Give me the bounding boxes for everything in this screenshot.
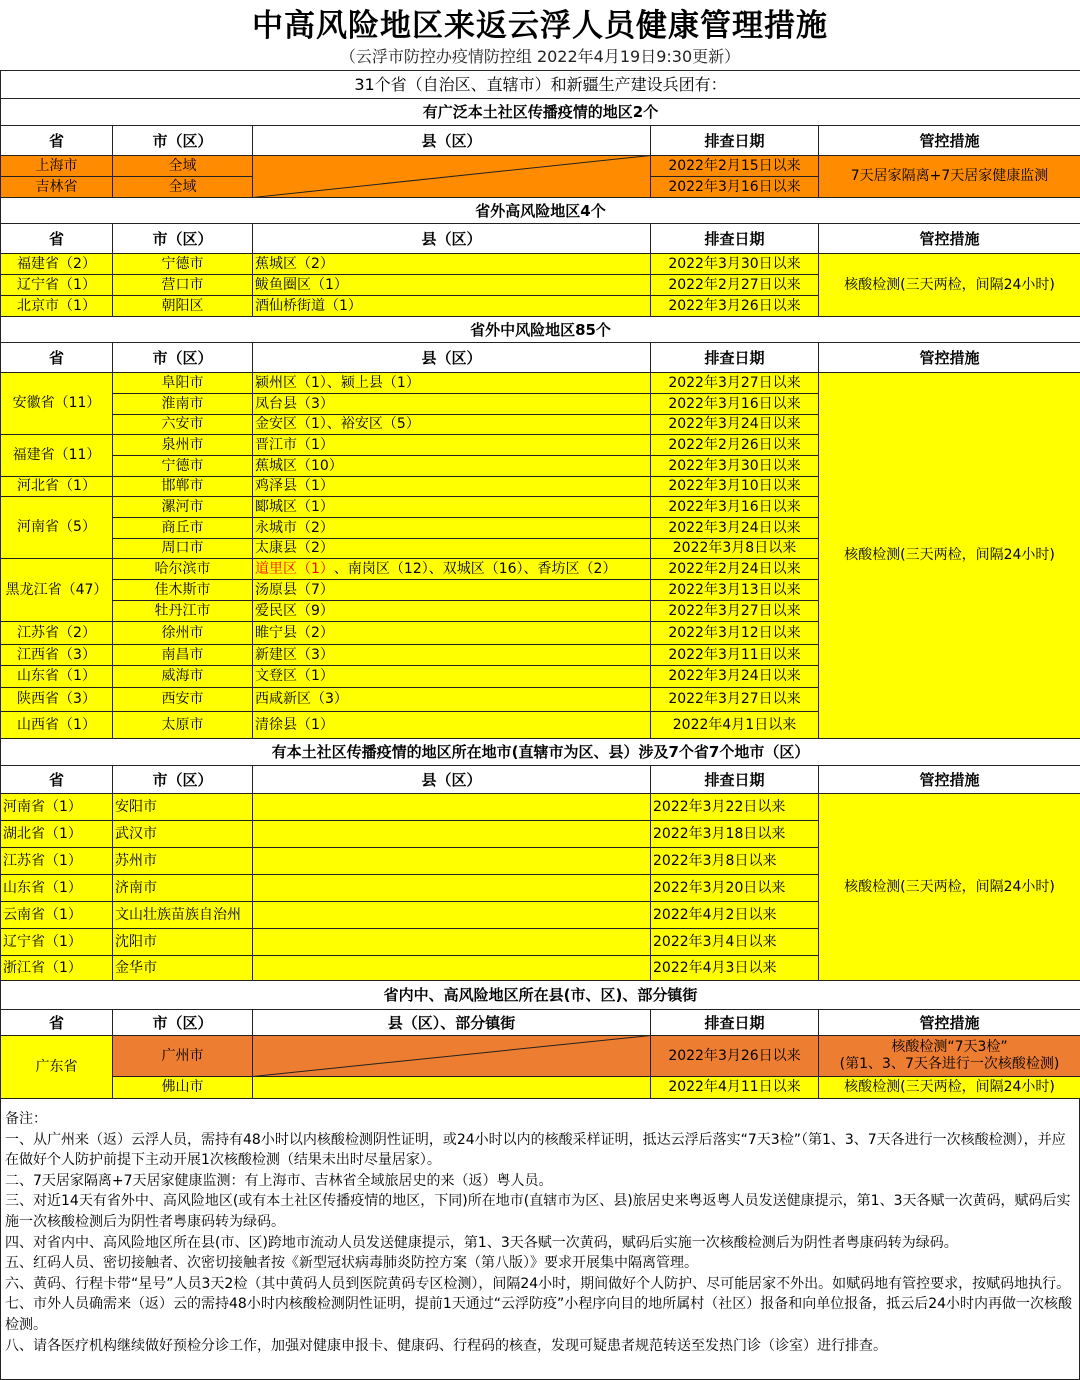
province-cell: 北京市（1） (0, 295, 113, 317)
col-header-measure: 管控措施 (818, 765, 1080, 794)
county-cell (252, 644, 651, 666)
date-cell: 2022年3月27日以来 (650, 372, 819, 394)
county-cell (252, 600, 651, 622)
col-header-measure: 管控措施 (818, 1009, 1080, 1036)
date-cell: 2022年3月24日以来 (650, 517, 819, 539)
section-title: 省内中、高风险地区所在县(市、区)、部分镇街 (0, 980, 1080, 1010)
county-text: 永城市（2） (255, 519, 334, 536)
city-cell: 全域 (112, 155, 253, 177)
date-cell: 2022年3月16日以来 (650, 496, 819, 518)
city-cell: 威海市 (112, 665, 253, 688)
county-cell-empty (252, 820, 651, 848)
city-cell: 商丘市 (112, 517, 253, 539)
date-cell: 2022年2月15日以来 (650, 155, 819, 177)
col-header-date: 排查日期 (650, 125, 819, 156)
col-header-date: 排查日期 (650, 223, 819, 254)
province-cell: 广东省 (0, 1035, 113, 1099)
province-cell: 黑龙江省（47） (0, 558, 113, 622)
page-subtitle: （云浮市防控办疫情防控组 2022年4月19日9:30更新） (339, 47, 741, 66)
city-cell: 佛山市 (112, 1076, 253, 1099)
province-cell: 浙江省（1） (0, 955, 113, 981)
note-line: 四、对省内中、高风险地区所在县(市、区)跨地市流动人员发送健康提示，第1、3天各赋一次黄码，赋码后实施一次核酸检测后为阴性者粤康码转为绿码。 (5, 1234, 958, 1251)
province-cell: 山东省（1） (0, 874, 113, 902)
note-line: 五、红码人员、密切接触者、次密切接触者按《新型冠状病毒肺炎防控方案（第八版）》要求开展集中隔离管理。 (5, 1255, 698, 1272)
date-cell: 2022年4月2日以来 (650, 901, 819, 929)
date-cell: 2022年3月30日以来 (650, 455, 819, 477)
county-text: 鸡泽县（1） (255, 478, 334, 495)
col-header-city: 市（区） (112, 1009, 253, 1036)
province-cell: 安徽省（11） (0, 372, 113, 435)
date-cell: 2022年3月8日以来 (650, 538, 819, 559)
city-cell: 六安市 (112, 414, 253, 435)
col-header-county: 县（区） (252, 125, 651, 156)
col-header-province: 省 (0, 125, 113, 156)
date-cell: 2022年3月16日以来 (650, 176, 819, 198)
county-diagonal-empty (252, 1035, 651, 1077)
measure-cell: 7天居家隔离+7天居家健康监测 (818, 155, 1080, 198)
county-cell (252, 476, 651, 497)
col-header-measure: 管控措施 (818, 223, 1080, 254)
col-header-province: 省 (0, 223, 113, 254)
date-cell: 2022年3月13日以来 (650, 579, 819, 601)
city-cell: 广州市 (112, 1035, 253, 1077)
county-cell (252, 558, 651, 580)
note-line: 三、对近14天有省外中、高风险地区(或有本土社区传播疫情的地区，下同)所在地市(直辖市为区、县)旅居史来粤返粤人员发送健康提示，第1、3天各赋一次黄码，赋码后实施一次核酸检测后为阴性者粤康码转为绿码。 (5, 1193, 1071, 1230)
date-cell: 2022年3月24日以来 (650, 665, 819, 688)
county-cell (252, 517, 651, 539)
date-cell: 2022年3月4日以来 (650, 928, 819, 956)
city-cell: 全域 (112, 176, 253, 198)
city-cell: 苏州市 (112, 847, 253, 875)
measure-cell: 核酸检测(三天两检，间隔24小时) (818, 793, 1080, 981)
intro-row: 31个省（自治区、直辖市）和新疆生产建设兵团有： (0, 70, 1080, 99)
date-cell: 2022年3月12日以来 (650, 621, 819, 645)
county-cell (252, 414, 651, 435)
city-cell: 周口市 (112, 538, 253, 559)
county-text: 新建区（3） (255, 646, 334, 663)
province-cell: 陕西省（3） (0, 687, 113, 712)
county-cell (252, 579, 651, 601)
col-header-date: 排查日期 (650, 1009, 819, 1036)
date-cell: 2022年3月20日以来 (650, 874, 819, 902)
note-line: 二、7天居家隔离+7天居家健康监测：有上海市、吉林省全域旅居史的来（返）粤人员。 (5, 1172, 553, 1189)
county-cell (252, 665, 651, 688)
measure-cell: 核酸检测(三天两检，间隔24小时) (818, 253, 1080, 317)
col-header-county: 县（区） (252, 223, 651, 254)
province-cell: 河南省（1） (0, 793, 113, 821)
col-header-province: 省 (0, 1009, 113, 1036)
county-cell (252, 687, 651, 712)
note-line: 备注： (5, 1111, 47, 1127)
county-text: 文登区（1） (255, 668, 334, 685)
col-header-city: 市（区） (112, 765, 253, 794)
date-cell: 2022年3月22日以来 (650, 793, 819, 821)
city-cell: 朝阳区 (112, 295, 253, 317)
measure-cell: 核酸检测(三天两检，间隔24小时) (818, 372, 1080, 739)
county-text: 凤台县（3） (255, 395, 334, 412)
county-text: 睢宁县（2） (255, 624, 334, 641)
county-text: 郾城区（1） (255, 498, 334, 515)
county-cell-empty (252, 793, 651, 821)
date-cell: 2022年3月16日以来 (650, 393, 819, 415)
county-cell-empty (252, 901, 651, 929)
col-header-date: 排查日期 (650, 342, 819, 373)
city-cell: 徐州市 (112, 621, 253, 645)
province-cell: 山东省（1） (0, 665, 113, 688)
col-header-city: 市（区） (112, 125, 253, 156)
col-header-date: 排查日期 (650, 765, 819, 794)
date-cell: 2022年2月27日以来 (650, 274, 819, 296)
city-cell: 金华市 (112, 955, 253, 981)
county-cell (252, 393, 651, 415)
county-cell-empty (252, 928, 651, 956)
date-cell: 2022年4月11日以来 (650, 1076, 819, 1099)
col-header-province: 省 (0, 342, 113, 373)
city-cell: 邯郸市 (112, 476, 253, 497)
city-cell: 漯河市 (112, 496, 253, 518)
note-line: 七、市外人员确需来（返）云的需持48小时内核酸检测阴性证明，提前1天通过“云浮防疫”小程序向目的地所属村（社区）报备和向单位报备，抵云后24小时内再做一次核酸检测。 (5, 1296, 1073, 1333)
city-cell: 武汉市 (112, 820, 253, 848)
date-cell: 2022年4月3日以来 (650, 955, 819, 981)
section-title: 有本土社区传播疫情的地区所在地市(直辖市为区、县）涉及7个省7个地市（区） (0, 738, 1080, 766)
city-cell: 太原市 (112, 711, 253, 739)
city-cell: 济南市 (112, 874, 253, 902)
col-header-province: 省 (0, 765, 113, 794)
note-line: 六、黄码、行程卡带“星号”人员3天2检（其中黄码人员到医院黄码专区检测），间隔24小时，期间做好个人防护、尽可能居家不外出。如赋码地有管控要求，按赋码地执行。 (5, 1275, 1071, 1292)
province-cell: 福建省（11） (0, 434, 113, 477)
county-text: 颍州区（1）、颍上县（1） (255, 374, 420, 391)
date-cell: 2022年3月10日以来 (650, 476, 819, 497)
county-cell-empty (252, 847, 651, 875)
province-cell: 河南省（5） (0, 496, 113, 559)
province-cell: 湖北省（1） (0, 820, 113, 848)
date-cell: 2022年2月26日以来 (650, 434, 819, 456)
county-cell-empty (252, 955, 651, 981)
county-cell: 蕉城区（2） (252, 253, 651, 275)
county-text: 爱民区（9） (255, 602, 334, 619)
county-text: 清徐县（1） (255, 716, 334, 733)
measure-cell: 核酸检测(三天两检，间隔24小时) (818, 1076, 1080, 1099)
date-cell: 2022年3月8日以来 (650, 847, 819, 875)
col-header-county: 县（区） (252, 765, 651, 794)
province-cell: 云南省（1） (0, 901, 113, 929)
date-cell: 2022年3月27日以来 (650, 687, 819, 712)
city-cell: 南昌市 (112, 644, 253, 666)
page-title: 中高风险地区来返云浮人员健康管理措施 (252, 8, 828, 44)
county-text: 汤原县（7） (255, 581, 334, 598)
county-cell (252, 621, 651, 645)
county-cell (252, 496, 651, 518)
city-cell: 宁德市 (112, 253, 253, 275)
county-text: 西咸新区（3） (255, 691, 348, 708)
measure-cell (818, 1035, 1080, 1077)
city-cell: 宁德市 (112, 455, 253, 477)
province-cell: 辽宁省（1） (0, 274, 113, 296)
city-cell: 西安市 (112, 687, 253, 712)
province-cell: 吉林省 (0, 176, 113, 198)
city-cell: 淮南市 (112, 393, 253, 415)
county-cell (252, 711, 651, 739)
city-cell: 营口市 (112, 274, 253, 296)
city-cell: 牡丹江市 (112, 600, 253, 622)
county-cell (252, 455, 651, 477)
col-header-county: 县（区）、部分镇街 (252, 1009, 651, 1036)
county-cell: 鲅鱼圈区（1） (252, 274, 651, 296)
date-cell: 2022年3月26日以来 (650, 1035, 819, 1077)
note-line: 一、从广州来（返）云浮人员，需持有48小时以内核酸检测阴性证明，或24小时以内的核酸采样证明，抵达云浮后落实“7天3检”（第1、3、7天各进行一次核酸检测），并应在做好个人防护前提下主动开展1次核酸检测（结果未出时尽量居家）。 (5, 1131, 1066, 1169)
county-text: 蕉城区（10） (255, 457, 343, 474)
province-cell: 河北省（1） (0, 476, 113, 497)
county-text: 金安区（1）、裕安区（5） (255, 416, 420, 433)
date-cell: 2022年4月1日以来 (650, 711, 819, 739)
col-header-city: 市（区） (112, 342, 253, 373)
county-text: 、南岗区（12）、双城区（16）、香坊区（2） (333, 560, 617, 577)
province-cell: 江苏省（1） (0, 847, 113, 875)
province-cell: 江苏省（2） (0, 621, 113, 645)
province-cell: 江西省（3） (0, 644, 113, 666)
county-cell: 酒仙桥街道（1） (252, 295, 651, 317)
measure-line: 核酸检测“7天3检” (891, 1039, 1008, 1056)
county-cell (252, 538, 651, 559)
province-cell: 山西省（1） (0, 711, 113, 739)
col-header-measure: 管控措施 (818, 342, 1080, 373)
province-cell: 福建省（2） (0, 253, 113, 275)
section-title: 有广泛本土社区传播疫情的地区2个 (0, 98, 1080, 126)
notes-section (0, 1098, 1080, 1380)
province-cell: 上海市 (0, 155, 113, 177)
city-cell: 泉州市 (112, 434, 253, 456)
col-header-city: 市（区） (112, 223, 253, 254)
city-cell: 佳木斯市 (112, 579, 253, 601)
note-line: 八、请各医疗机构继续做好预检分诊工作，加强对健康申报卡、健康码、行程码的核查，发现可疑患者规范转送至发热门诊（诊室）进行排查。 (5, 1337, 887, 1354)
city-cell: 文山壮族苗族自治州 (112, 901, 253, 929)
col-header-measure: 管控措施 (818, 125, 1080, 156)
county-cell-empty (252, 1076, 651, 1099)
date-cell: 2022年3月11日以来 (650, 644, 819, 666)
county-cell (252, 434, 651, 456)
county-text: 太康县（2） (255, 540, 334, 557)
city-cell: 安阳市 (112, 793, 253, 821)
city-cell: 阜阳市 (112, 372, 253, 394)
section-title: 省外中风险地区85个 (0, 316, 1080, 343)
date-cell: 2022年3月27日以来 (650, 600, 819, 622)
county-cell (252, 372, 651, 394)
section-title: 省外高风险地区4个 (0, 197, 1080, 224)
date-cell: 2022年2月24日以来 (650, 558, 819, 580)
date-cell: 2022年3月30日以来 (650, 253, 819, 275)
province-cell: 辽宁省（1） (0, 928, 113, 956)
city-cell: 沈阳市 (112, 928, 253, 956)
date-cell: 2022年3月18日以来 (650, 820, 819, 848)
city-cell: 哈尔滨市 (112, 558, 253, 580)
measure-line: (第1、3、7天各进行一次核酸检测) (839, 1056, 1060, 1072)
county-diagonal-empty (252, 155, 651, 198)
date-cell: 2022年3月24日以来 (650, 414, 819, 435)
county-text: 晋江市（1） (255, 436, 334, 453)
county-cell-empty (252, 874, 651, 902)
col-header-county: 县（区） (252, 342, 651, 373)
date-cell: 2022年3月26日以来 (650, 295, 819, 317)
county-highlight: 道里区（1） (255, 560, 334, 577)
